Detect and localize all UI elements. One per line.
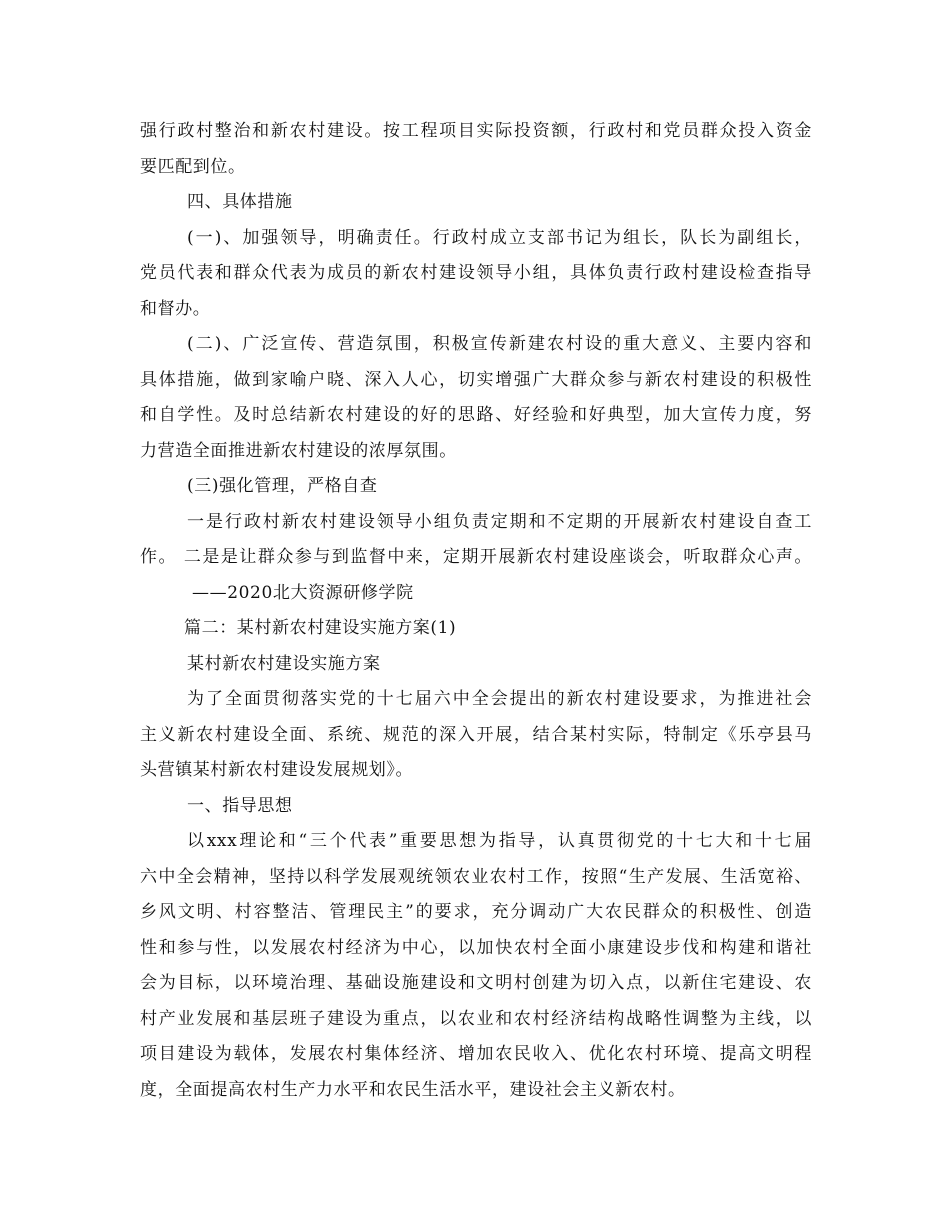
text-line: 一是行政村新农村建设领导小组负责定期和不定期的开展新农村建设自查工 [187, 511, 812, 532]
document-body [140, 114, 812, 1108]
text-line: 六中全会精神，坚持以科学发展观统领农业农村工作，按照“生产发展、生活宽裕、 [140, 866, 812, 887]
text-line: 强行政村整治和新农村建设。按工程项目实际投资额，行政村和党员群众投入资金 [140, 121, 812, 141]
text-line: (二)、广泛宣传、营造氛围，积极宣传新建农村设的重大意义、主要内容和 [187, 334, 812, 354]
text-line: 村产业发展和基层班子建设为重点，以农业和农村经济结构战略性调整为主线，以 [140, 1008, 812, 1029]
text-line: 和督办。 [140, 298, 211, 319]
text-line: 和自学性。及时总结新农村建设的好的思路、好经验和好典型，加大宣传力度，努 [140, 405, 812, 425]
text-line: 党员代表和群众代表为成员的新农村建设领导小组，具体负责行政村建设检查指导 [140, 263, 812, 283]
section-heading: (三)强化管理，严格自查 [187, 476, 378, 496]
text-line: 主义新农村建设全面、系统、规范的深入开展，结合某村实际，特制定《乐亭县马 [140, 724, 812, 745]
chapter-title: 篇二：某村新农村建设实施方案(1) [184, 618, 457, 638]
text-line: 头营镇某村新农村建设发展规划》。 [140, 760, 414, 780]
text-line: 项目建设为载体，发展农村集体经济、增加农民收入、优化农村环境、提高文明程 [140, 1044, 812, 1064]
text-line: 以xxx理论和“三个代表”重要思想为指导，认真贯彻党的十七大和十七届 [187, 831, 812, 851]
text-line: 力营造全面推进新农村建设的浓厚氛围。 [140, 440, 457, 461]
section-heading: 一、指导思想 [187, 795, 293, 816]
section-heading: 四、具体措施 [187, 192, 293, 212]
text-line: 会为目标，以环境治理、基础设施建设和文明村创建为切入点，以新住宅建设、农 [140, 973, 812, 993]
text-line: 作。 二是是让群众参与到监督中来，定期开展新农村建设座谈会，听取群众心声。 [140, 547, 812, 567]
text-line: 要匹配到位。 [140, 156, 246, 177]
text-line: 乡风文明、村容整洁、管理民主”的要求，充分调动广大农民群众的积极性、创造 [140, 902, 812, 922]
document-title: 某村新农村建设实施方案 [187, 653, 381, 674]
text-line: (一)、加强领导，明确责任。行政村成立支部书记为组长，队长为副组长， [187, 227, 812, 248]
text-line: 性和参与性，以发展农村经济为中心，以加快农村全面小康建设步伐和构建和谐社 [140, 937, 812, 958]
text-line: 度，全面提高农村生产力水平和农民生活水平，建设社会主义新农村。 [140, 1079, 686, 1100]
text-line: 具体措施，做到家喻户晓、深入人心，切实增强广大群众参与新农村建设的积极性 [140, 369, 812, 390]
text-line: 为了全面贯彻落实党的十七届六中全会提出的新农村建设要求，为推进社会 [187, 689, 812, 709]
source-line: ——2020北大资源研修学院 [192, 582, 414, 603]
